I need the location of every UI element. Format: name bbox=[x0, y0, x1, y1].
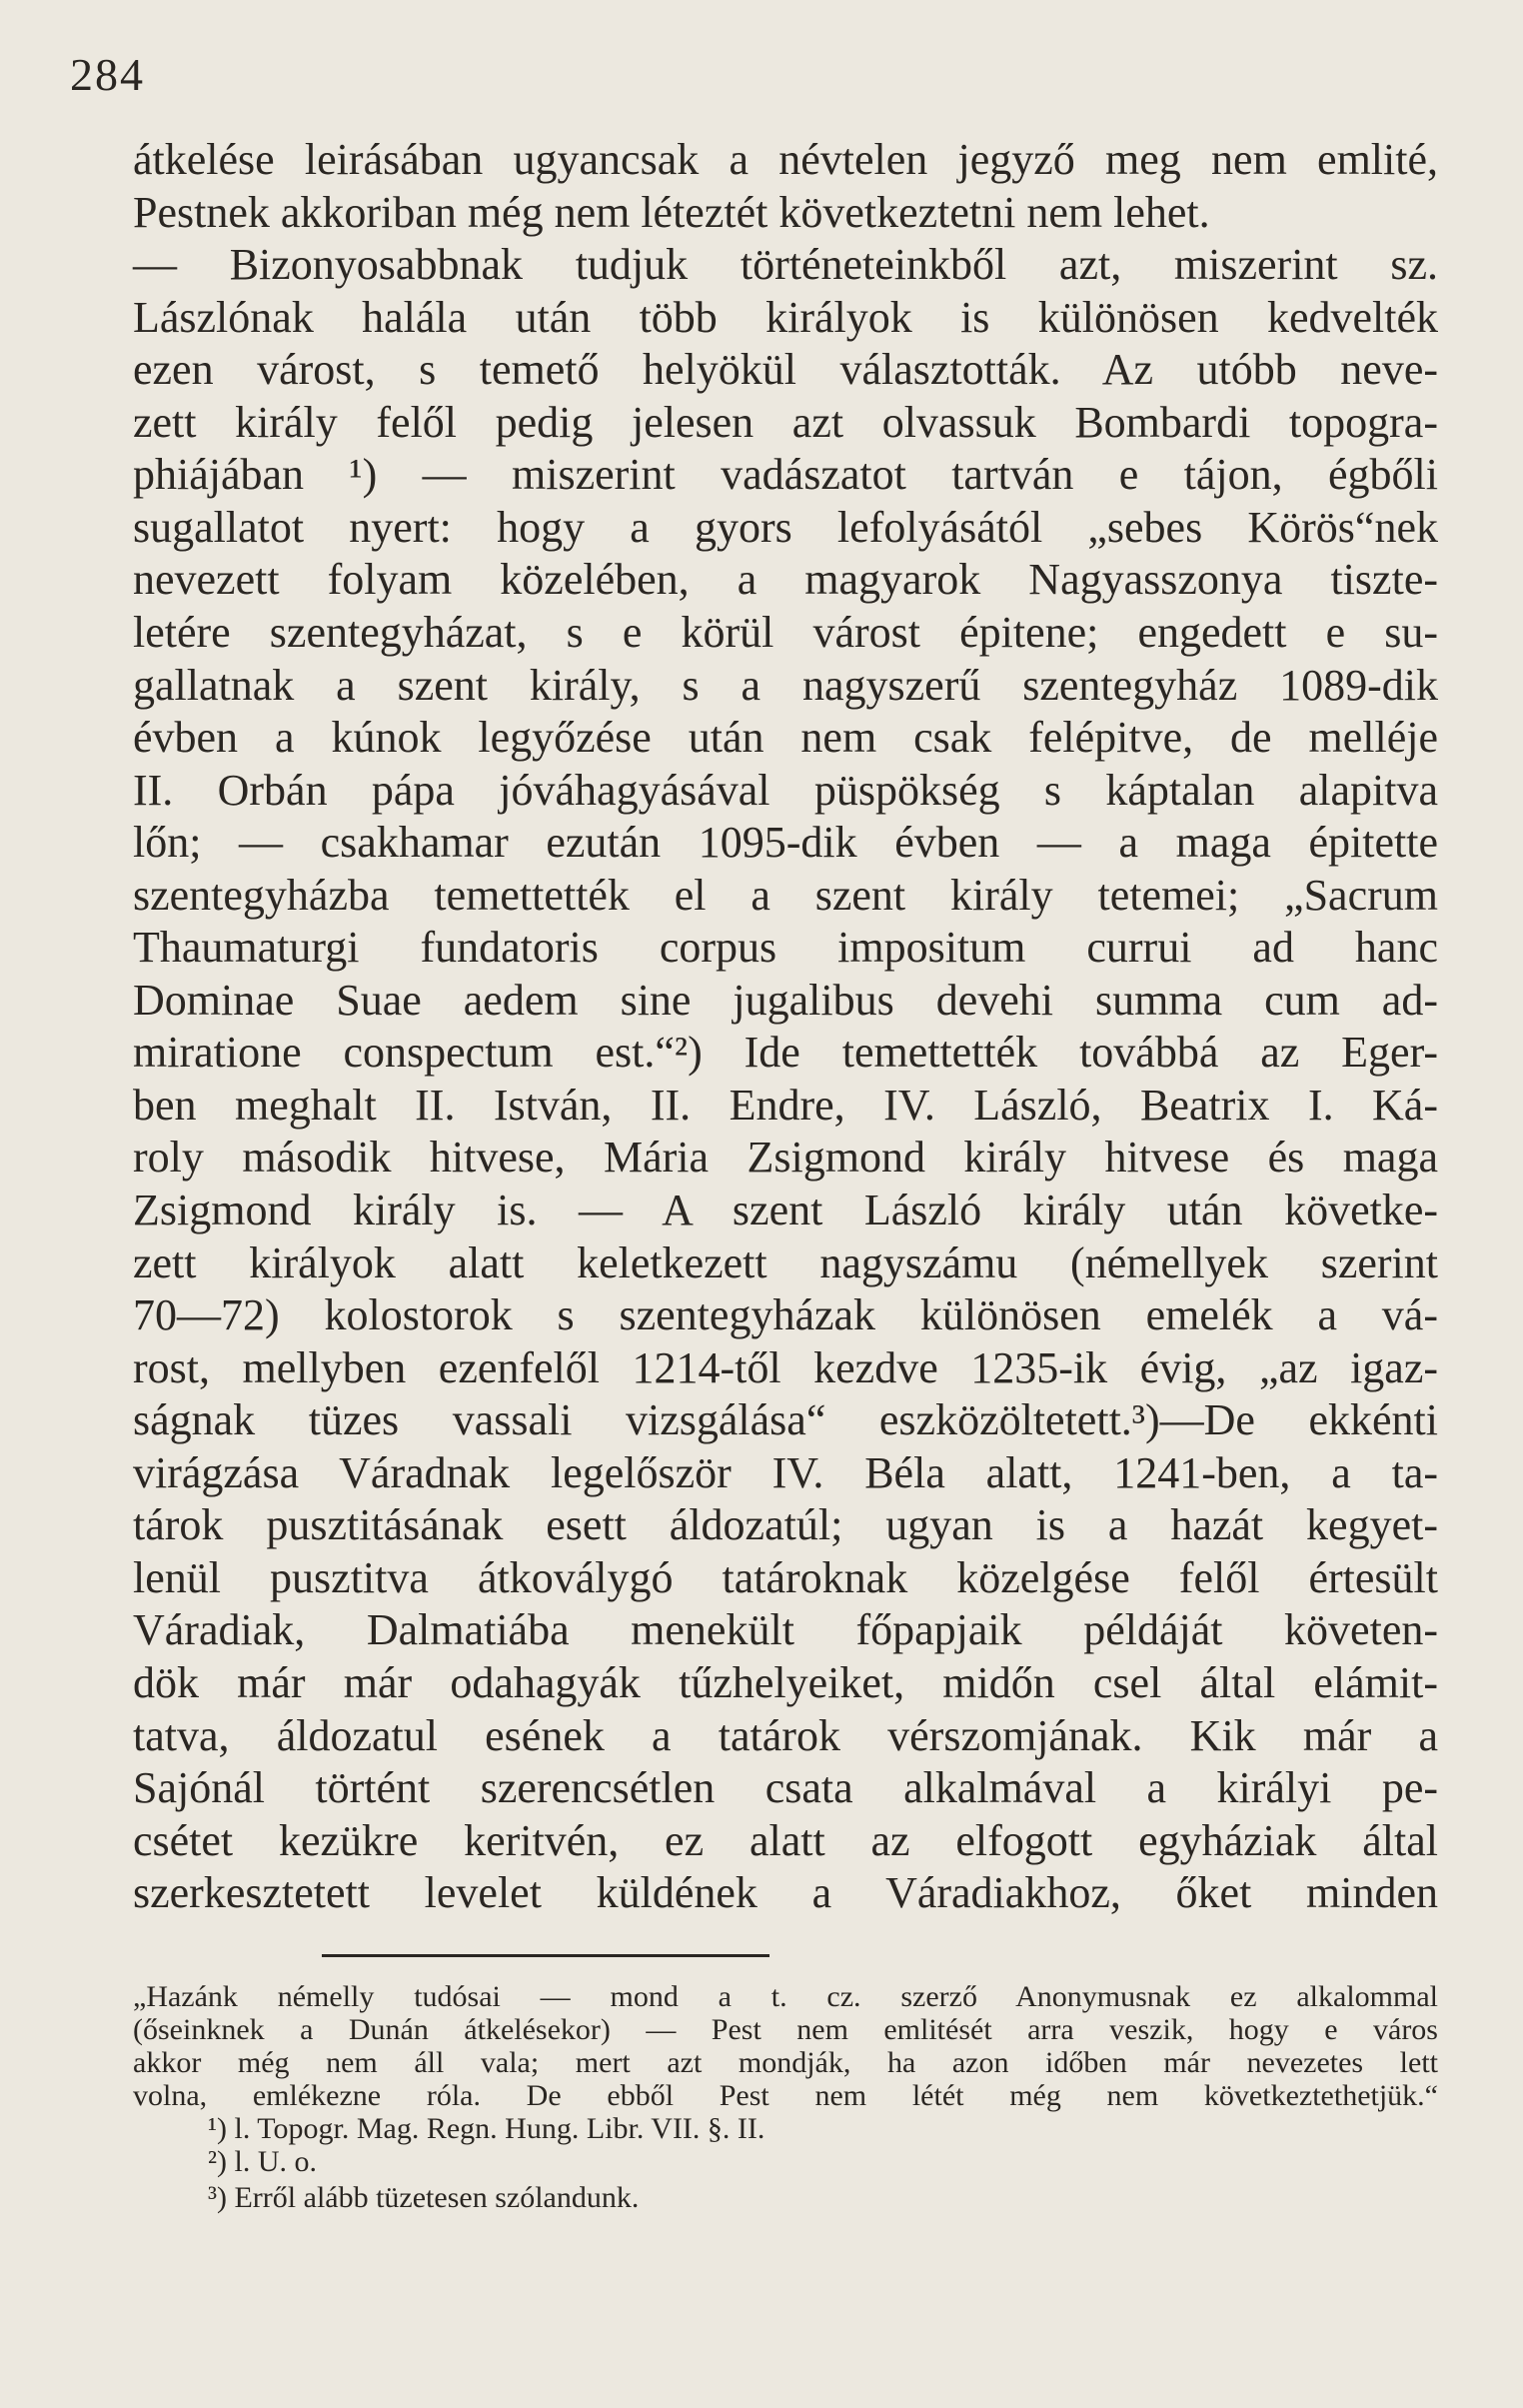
body-line: lenül pusztitva átkoválygó tatároknak közelgése felől értesült bbox=[133, 1552, 1438, 1602]
body-line: ben meghalt II. István, II. Endre, IV. László, Beatrix I. Ká- bbox=[133, 1080, 1438, 1130]
footnote-text-line: „Hazánk némelly tudósai — mond a t. cz. szerző Anonymusnak ez alkalommal bbox=[133, 1980, 1438, 2013]
body-line: Váradiak, Dalmatiába menekült főpapjaik példáját követen- bbox=[133, 1605, 1438, 1655]
footnote-reference: ²) l. U. o. bbox=[208, 2145, 317, 2178]
body-line: Dominae Suae aedem sine jugalibus devehi summa cum ad- bbox=[133, 975, 1438, 1025]
body-line: Sajónál történt szerencsétlen csata alkalmával a királyi pe- bbox=[133, 1763, 1438, 1813]
body-line: lőn; — csakhamar ezután 1095-dik évben — a maga épitette bbox=[133, 818, 1438, 868]
body-line: virágzása Váradnak legelőször IV. Béla alatt, 1241-ben, a ta- bbox=[133, 1447, 1438, 1497]
body-line: tatva, áldozatul esének a tatárok vérszomjának. Kik már a bbox=[133, 1710, 1438, 1760]
body-line: tárok pusztitásának esett áldozatúl; ugyan is a hazát kegyet- bbox=[133, 1500, 1438, 1550]
body-line: dök már már odahagyák tűzhelyeiket, midőn csel által elámit- bbox=[133, 1657, 1438, 1707]
body-line: miratione conspectum est.“²) Ide temettették továbbá az Eger- bbox=[133, 1028, 1438, 1078]
footnote-text-line: (őseinknek a Dunán átkelésekor) — Pest nem emlitését arra veszik, hogy e város bbox=[133, 2013, 1438, 2046]
body-line: zett király felől pedig jelesen azt olvassuk Bombardi topogra- bbox=[133, 397, 1438, 447]
body-line: szentegyházba temettették el a szent király tetemei; „Sacrum bbox=[133, 870, 1438, 920]
body-line: 70—72) kolostorok s szentegyházak különösen emelék a vá- bbox=[133, 1290, 1438, 1340]
footnote-text-line: volna, emlékezne róla. De ebből Pest nem létét még nem következtethetjük.“ bbox=[133, 2079, 1438, 2112]
footnote-separator bbox=[322, 1954, 769, 1957]
footnote-text-line: akkor még nem áll vala; mert azt mondják, ha azon időben már nevezetes lett bbox=[133, 2046, 1438, 2079]
body-line: letére szentegyházat, s e körül várost épitene; engedett e su- bbox=[133, 607, 1438, 657]
body-line: II. Orbán pápa jóváhagyásával püspökség s káptalan alapitva bbox=[133, 765, 1438, 815]
body-line: szerkesztetett levelet küldének a Váradiakhoz, őket minden bbox=[133, 1868, 1438, 1918]
body-line: Pestnek akkoriban még nem léteztét következtetni nem lehet. bbox=[133, 187, 1210, 237]
footnote-reference: ¹) l. Topogr. Mag. Regn. Hung. Libr. VII. §. II. bbox=[208, 2112, 765, 2145]
body-line: phiájában ¹) — miszerint vadászatot tartván e tájon, égbőli bbox=[133, 450, 1438, 500]
body-line: — Bizonyosabbnak tudjuk történeteinkből azt, miszerint sz. bbox=[133, 240, 1438, 290]
footnote-reference: ³) Erről alább tüzetesen szólandunk. bbox=[208, 2181, 640, 2214]
body-line: roly második hitvese, Mária Zsigmond király hitvese és maga bbox=[133, 1133, 1438, 1183]
body-line: ezen várost, s temető helyökül választották. Az utóbb neve- bbox=[133, 345, 1438, 395]
body-line: ságnak tüzes vassali vizsgálása“ eszközöltetett.³)—De ekkénti bbox=[133, 1395, 1438, 1445]
body-line: nevezett folyam közelében, a magyarok Nagyasszonya tiszte- bbox=[133, 555, 1438, 605]
body-line: évben a kúnok legyőzése után nem csak felépitve, de melléje bbox=[133, 713, 1438, 763]
body-line: sugallatot nyert: hogy a gyors lefolyásától „sebes Körös“nek bbox=[133, 502, 1438, 552]
page-number: 284 bbox=[70, 49, 145, 100]
body-line: Zsigmond király is. — A szent László király után követke- bbox=[133, 1186, 1438, 1234]
body-line: gallatnak a szent király, s a nagyszerű szentegyház 1089-dik bbox=[133, 660, 1438, 710]
body-line: Thaumaturgi fundatoris corpus impositum currui ad hanc bbox=[133, 923, 1438, 973]
body-line: rost, mellyben ezenfelől 1214-től kezdve 1235-ik évig, „az igaz- bbox=[133, 1342, 1438, 1392]
body-line: átkelése leirásában ugyancsak a névtelen jegyző meg nem emlité, bbox=[133, 135, 1438, 184]
body-line: zett királyok alatt keletkezett nagyszámu (némellyek szerint bbox=[133, 1237, 1438, 1287]
body-line: csétet kezükre keritvén, ez alatt az elfogott egyháziak által bbox=[133, 1815, 1438, 1865]
body-line: Lászlónak halála után több királyok is különösen kedvelték bbox=[133, 292, 1438, 342]
